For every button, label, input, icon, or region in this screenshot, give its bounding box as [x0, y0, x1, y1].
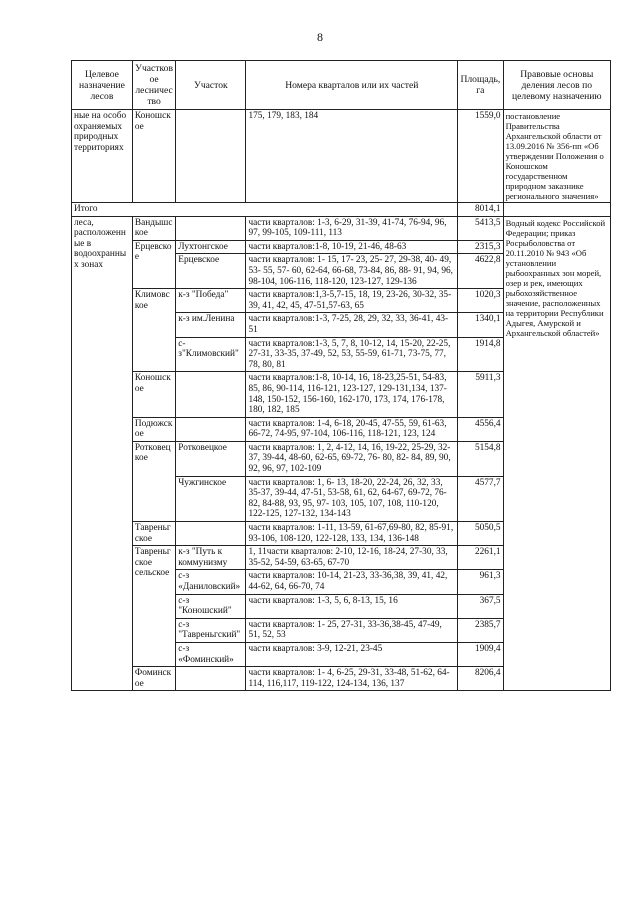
header-legal: Правовые основы деления лесов по целевому назначению	[503, 61, 610, 110]
area-cell: 5050,5	[458, 522, 503, 546]
district-cell: Подюжское	[132, 417, 175, 441]
purpose-cell: леса, расположенные в водоохранных зонах	[72, 216, 133, 691]
legal-basis-cell: постановление Правительства Архангельской области от 13.09.2016 № 356-пп «Об утверждении Положения о Коношском государственном природном заказнике регионального значения»	[503, 110, 610, 203]
table-row	[72, 110, 611, 203]
area-cell: 8206,4	[458, 667, 503, 691]
total-empty-cell	[503, 203, 610, 217]
quarters-cell: части кварталов: 1- 4, 6-25, 29-31, 33-48, 51-62, 64-114, 116,117, 119-122, 124-134, 136, 137	[246, 667, 458, 691]
total-label: Итого	[72, 203, 458, 217]
section-cell	[176, 667, 246, 691]
quarters-cell: 1, 11части кварталов: 2-10, 12-16, 18-24, 27-30, 33, 35-52, 54-59, 63-65, 67-70	[246, 546, 458, 570]
table-header-row	[72, 61, 611, 110]
header-area: Площадь, га	[458, 61, 503, 110]
quarters-cell: части кварталов:1-3, 5, 7, 8, 10-12, 14, 15-20, 22-25, 27-31, 33-35, 37-49, 52, 53, 55-59, 61-71, 73-75, 77, 78, 80, 81	[246, 337, 458, 372]
section-cell: с-з «Даниловский»	[176, 570, 246, 594]
section-cell: с-з «Фоминский»	[176, 642, 246, 666]
area-cell: 2385,7	[458, 618, 503, 642]
area-cell: 1914,8	[458, 337, 503, 372]
section-cell: к-з им.Ленина	[176, 313, 246, 337]
table-row	[72, 216, 611, 240]
quarters-cell: части кварталов: 1-4, 6-18, 20-45, 47-55, 59, 61-63, 66-72, 74-95, 97-104, 106-116, 118-121, 123, 124	[246, 417, 458, 441]
section-cell: Чужгинское	[176, 476, 246, 521]
area-cell: 5413,5	[458, 216, 503, 240]
header-section: Участок	[176, 61, 246, 110]
quarters-cell: части кварталов: 1- 25, 27-31, 33-36,38-45, 47-49, 51, 52, 53	[246, 618, 458, 642]
area-cell: 2315,3	[458, 240, 503, 254]
district-cell: Коношское	[132, 372, 175, 417]
quarters-cell: части кварталов: 1-3, 5, 6, 8-13, 15, 16	[246, 594, 458, 618]
quarters-cell: части кварталов: 10-14, 21-23, 33-36,38, 39, 41, 42, 44-62, 64, 66-70, 74	[246, 570, 458, 594]
area-cell: 1909,4	[458, 642, 503, 666]
page-number: 8	[317, 30, 323, 44]
total-row	[72, 203, 611, 217]
quarters-cell: части кварталов: 1- 15, 17- 23, 25- 27, 29-38, 40- 49, 53- 55, 57- 60, 62-64, 66-68, 73-84, 86, 88- 91, 94, 96, 98-104, 106-116, 118-120, 123-127, 129-136	[246, 254, 458, 289]
quarters-cell: части кварталов:1-3, 7-25, 28, 29, 32, 33, 36-41, 43-51	[246, 313, 458, 337]
section-cell	[176, 417, 246, 441]
total-area: 8014,1	[458, 203, 503, 217]
area-cell: 367,5	[458, 594, 503, 618]
district-cell: Фоминское	[132, 667, 175, 691]
forest-purpose-table	[71, 60, 611, 691]
quarters-cell: части кварталов:1-8, 10-14, 16, 18-23,25-51, 54-83, 85, 86, 90-114, 116-121, 123-127, 129-131,134, 137-148, 150-152, 156-160, 162-170, 173, 174, 176-178, 180, 182, 185	[246, 372, 458, 417]
area-cell: 4577,7	[458, 476, 503, 521]
quarters-cell: части кварталов: 1, 2, 4-12, 14, 16, 19-22, 25-29, 32-37, 39-44, 48-60, 62-65, 69-72, 76- 80, 82- 84, 89, 90, 92, 96, 97, 102-109	[246, 441, 458, 476]
quarters-cell: части кварталов:1-8, 10-19, 21-46, 48-63	[246, 240, 458, 254]
area-cell: 1559,0	[458, 110, 503, 203]
district-cell: Вандышское	[132, 216, 175, 240]
district-cell: Ротковецкое	[132, 441, 175, 521]
area-cell: 1020,3	[458, 289, 503, 313]
section-cell	[176, 372, 246, 417]
quarters-cell: части кварталов: 1-3, 6-29, 31-39, 41-74, 76-94, 96, 97, 99-105, 109-111, 113	[246, 216, 458, 240]
section-cell: с-з "Коношский"	[176, 594, 246, 618]
quarters-cell: части кварталов: 1-11, 13-59, 61-67,69-80, 82, 85-91, 93-106, 108-120, 122-128, 133, 134, 136-148	[246, 522, 458, 546]
area-cell: 4556,4	[458, 417, 503, 441]
section-cell: с-з "Тавреньгский"	[176, 618, 246, 642]
section-cell	[176, 216, 246, 240]
district-cell: Тавреньгское сельское	[132, 546, 175, 667]
header-quarters: Номера кварталов или их частей	[246, 61, 458, 110]
section-cell	[176, 110, 246, 203]
quarters-cell: части кварталов: 3-9, 12-21, 23-45	[246, 642, 458, 666]
area-cell: 2261,1	[458, 546, 503, 570]
district-cell: Тавреньгское	[132, 522, 175, 546]
section-cell: с-з"Климовский"	[176, 337, 246, 372]
district-cell: Ерцевское	[132, 240, 175, 288]
area-cell: 5911,3	[458, 372, 503, 417]
section-cell: Ерцевское	[176, 254, 246, 289]
quarters-cell: 175, 179, 183, 184	[246, 110, 458, 203]
area-cell: 4622,8	[458, 254, 503, 289]
district-cell: Коношское	[132, 110, 175, 203]
header-forestry-district: Участковое лесничество	[132, 61, 175, 110]
area-cell: 5154,8	[458, 441, 503, 476]
section-cell: к-з "Победа"	[176, 289, 246, 313]
section-cell: к-з "Путь к коммунизму	[176, 546, 246, 570]
area-cell: 961,3	[458, 570, 503, 594]
district-cell: Климовское	[132, 289, 175, 372]
purpose-cell: ные на особо охраняемых природных территориях	[72, 110, 133, 203]
header-purpose: Целевое назначение лесов	[72, 61, 133, 110]
section-cell: Ротковецкое	[176, 441, 246, 476]
area-cell: 1340,1	[458, 313, 503, 337]
section-cell: Лухтонгское	[176, 240, 246, 254]
quarters-cell: части кварталов: 1, 6- 13, 18-20, 22-24, 26, 32, 33, 35-37, 39-44, 47-51, 53-58, 61, 62, 64-67, 69-72, 76-82, 84-88, 93, 95, 97- 103, 105, 107, 108, 110-120, 122-125, 127-132, 134-143	[246, 476, 458, 521]
legal-basis-cell: Водный кодекс Российской Федерации; приказ Росрыболовства от 20.11.2010 № 943 «Об установлении рыбоохранных зон морей, озер и рек, имеющих рыбохозяйственное значение, расположенных на территории Республики Адыгея, Амурской и Архангельской областей»	[503, 216, 610, 691]
quarters-cell: части кварталов:1,3-5,7-15, 18, 19, 23-26, 30-32, 35-39, 41, 42, 45, 47-51,57-63, 65	[246, 289, 458, 313]
section-cell	[176, 522, 246, 546]
